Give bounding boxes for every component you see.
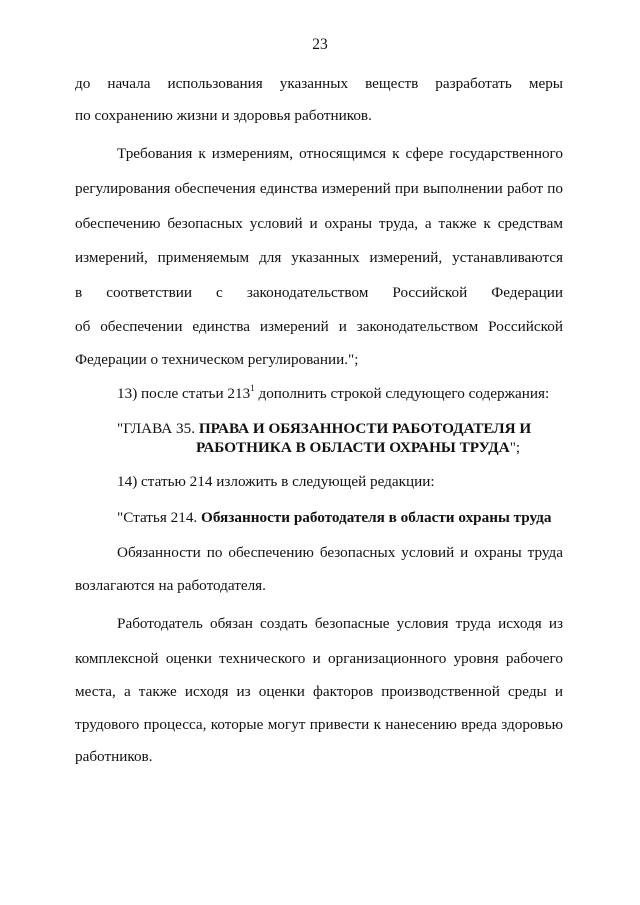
superscript: 1 — [250, 383, 255, 393]
chapter-heading-cont — [196, 440, 520, 455]
text-line: измерений, применяемым для указанных измерений, устанавливаются — [75, 249, 563, 266]
text-line: Федерации о техническом регулировании."; — [75, 351, 359, 368]
text-line: до начала использования указанных веществ разработать меры — [75, 75, 563, 92]
text-line: работников. — [75, 748, 153, 765]
chapter-heading — [117, 421, 531, 436]
list-item-13 — [117, 383, 550, 402]
text-line: в соответствии с законодательством Российской Федерации — [75, 284, 563, 301]
chapter-prefix: "ГЛАВА 35. — [117, 420, 199, 437]
text-line: об обеспечении единства измерений и законодательством Российской — [75, 318, 563, 335]
text-line: возлагаются на работодателя. — [75, 577, 266, 594]
list-item-13-text-rest: дополнить строкой следующего содержания: — [254, 385, 550, 402]
list-item-13-text: 13) после статьи 213 — [117, 385, 251, 402]
chapter-title-line-1: ПРАВА И ОБЯЗАННОСТИ РАБОТОДАТЕЛЯ И — [198, 420, 532, 437]
text-line: трудового процесса, которые могут привести к нанесению вреда здоровью — [75, 716, 563, 733]
text-line: регулирования обеспечения единства измерений при выполнении работ по — [75, 180, 563, 197]
list-item-14: 14) статью 214 изложить в следующей редакции: — [117, 473, 435, 490]
chapter-title-line-2: РАБОТНИКА В ОБЛАСТИ ОХРАНЫ ТРУДА — [196, 439, 510, 456]
text-line: комплексной оценки технического и организационного уровня рабочего — [75, 650, 563, 667]
text-line: Обязанности по обеспечению безопасных условий и охраны труда — [117, 544, 563, 561]
text-line: Требования к измерениям, относящимся к сфере государственного — [117, 145, 563, 162]
text-line: места, а также исходя из оценки факторов производственной среды и — [75, 683, 563, 700]
text-line: обеспечению безопасных условий и охраны труда, а также к средствам — [75, 215, 563, 232]
article-prefix: "Статья 214. — [117, 509, 202, 526]
text-line: по сохранению жизни и здоровья работников. — [75, 107, 372, 124]
text-line: Работодатель обязан создать безопасные условия труда исходя из — [117, 615, 563, 632]
page-number: 23 — [312, 36, 328, 53]
chapter-suffix: "; — [509, 439, 521, 456]
article-title: Обязанности работодателя в области охраны труда — [201, 509, 552, 526]
article-heading — [117, 510, 551, 525]
